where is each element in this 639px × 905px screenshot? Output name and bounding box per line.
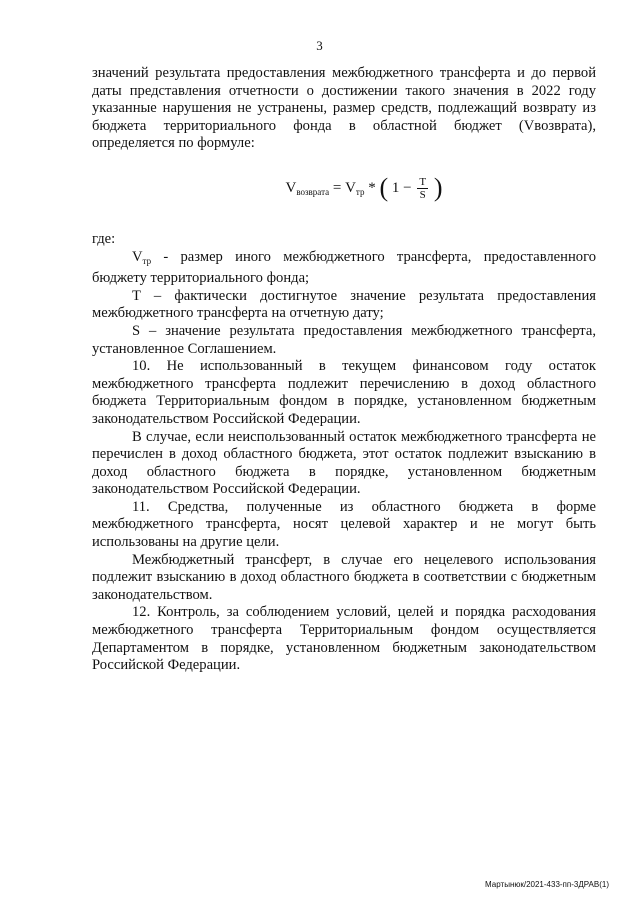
paragraph-11: 11. Средства, полученные из областного бюджета в форме межбюджетного трансферта, носят целевой характер и не могут быть использованы на другие цели. [92, 498, 596, 551]
definitions [92, 249, 596, 359]
paragraph-10: 10. Не использованный в текущем финансовом году остаток межбюджетного трансферта подлежит перечислению в доход областного бюджета Территориальным фондом в порядке, установленном бюджетным законодательством Российской Федерации. [92, 358, 596, 427]
formula-left-subscript: возврата [296, 186, 330, 197]
formula-equals: = [332, 179, 342, 196]
formula-one-minus: 1 − [391, 179, 412, 196]
intro-paragraph: значений результата предоставления межбюджетного трансферта и до первой даты представления отчетности о достижении такого значения в 2022 году указанные нарушения не устранены, размер средств, подлежащий возврату из бюджета территориального фонда в областной бюджет (Vвозврата), определяется по формуле: [92, 65, 596, 152]
refund-formula [132, 173, 596, 207]
formula-right-symbol: V [345, 179, 356, 196]
paragraph-10-continued: В случае, если неиспользованный остаток межбюджетного трансферта не перечислен в доход областного бюджета, этот остаток подлежит взысканию в доход областного бюджета в порядке, установленном бюджетным законодательством Российской Федерации. [92, 428, 596, 498]
definition-vtr [92, 249, 596, 288]
page-number: 3 [316, 38, 323, 53]
definition-vtr-text: - размер иного межбюджетного трансферта, предоставленного бюджету территориального фонда; [92, 248, 596, 287]
formula-left-symbol: V [285, 179, 297, 196]
paragraph-12: 12. Контроль, за соблюдением условий, целей и порядка расходования межбюджетного трансферта Территориальным фондом осуществляется Департаментом в порядке, установленном бюджетным законодательством Российской Федерации. [92, 604, 596, 674]
formula-numerator: T [419, 176, 427, 189]
formula-fraction [417, 176, 428, 201]
formula-right-subscript: тр [355, 186, 365, 197]
definition-vtr-symbol: V [132, 248, 143, 265]
document-body [92, 65, 596, 675]
definition-vtr-subscript: тр [142, 255, 152, 266]
formula-close-paren: ) [433, 172, 443, 202]
document-footer-code: Мартынюк/2021-433-пп-3ДРАВ(1) [485, 880, 609, 889]
where-label: где: [92, 230, 116, 247]
definition-s: S – значение результата предоставления межбюджетного трансферта, установленное Соглашением. [92, 322, 596, 357]
formula-denominator: S [419, 189, 426, 202]
formula-times: * [368, 179, 376, 196]
definition-t: T – фактически достигнутое значение результата предоставления межбюджетного трансферта на отчетную дату; [92, 287, 596, 322]
formula-open-paren: ( [379, 172, 389, 202]
paragraph-11-continued: Межбюджетный трансферт, в случае его нецелевого использования подлежит взысканию в доход областного бюджета в соответствии с бюджетным законодательством. [92, 551, 596, 603]
